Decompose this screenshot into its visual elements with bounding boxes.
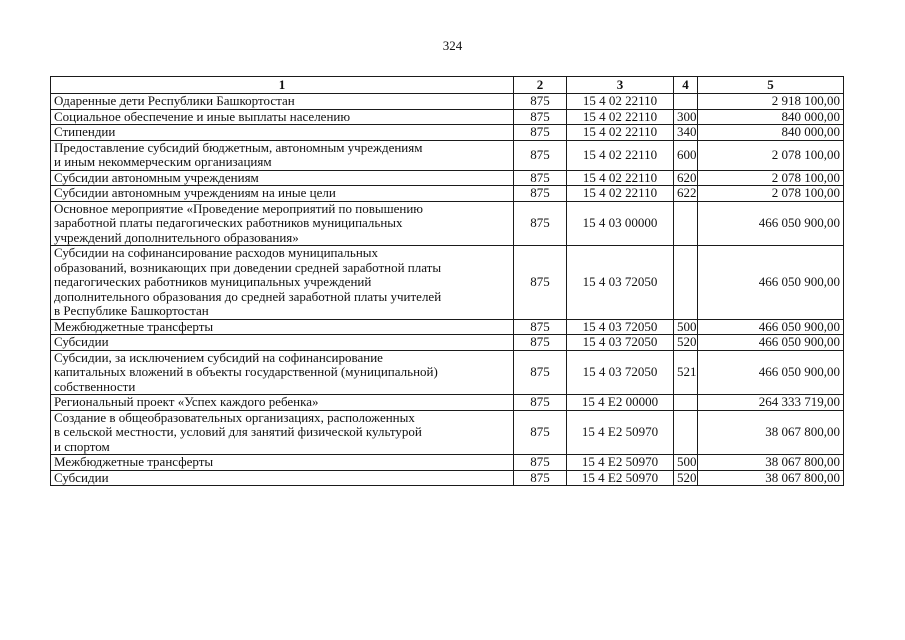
table-row — [51, 455, 844, 471]
row-name: Стипендии — [51, 125, 514, 141]
row-code-2: 875 — [514, 246, 567, 320]
row-amount: 2 918 100,00 — [698, 94, 844, 110]
row-name: Межбюджетные трансферты — [51, 455, 514, 471]
row-code-4: 620 — [674, 170, 698, 186]
row-code-3: 15 4 03 00000 — [567, 201, 674, 246]
row-amount: 840 000,00 — [698, 125, 844, 141]
row-code-4: 520 — [674, 335, 698, 351]
row-name: Региональный проект «Успех каждого ребенка» — [51, 395, 514, 411]
table-row — [51, 319, 844, 335]
row-code-3: 15 4 02 22110 — [567, 140, 674, 170]
table-row — [51, 201, 844, 246]
row-code-4: 500 — [674, 319, 698, 335]
row-amount: 466 050 900,00 — [698, 201, 844, 246]
row-code-2: 875 — [514, 395, 567, 411]
table-row — [51, 470, 844, 486]
row-amount: 466 050 900,00 — [698, 246, 844, 320]
table-row — [51, 335, 844, 351]
row-code-3: 15 4 E2 00000 — [567, 395, 674, 411]
row-code-2: 875 — [514, 140, 567, 170]
row-amount: 38 067 800,00 — [698, 455, 844, 471]
row-code-3: 15 4 E2 50970 — [567, 410, 674, 455]
row-amount: 2 078 100,00 — [698, 186, 844, 202]
row-code-4 — [674, 201, 698, 246]
row-name: Основное мероприятие «Проведение мероприятий по повышению заработной платы педагогических работников муниципальных учреждений дополнительного образования» — [51, 201, 514, 246]
table-header-row — [51, 77, 844, 94]
row-code-2: 875 — [514, 335, 567, 351]
budget-table — [50, 76, 844, 486]
row-code-4: 340 — [674, 125, 698, 141]
row-amount: 38 067 800,00 — [698, 470, 844, 486]
table-row — [51, 395, 844, 411]
row-code-2: 875 — [514, 470, 567, 486]
page-number: 324 — [442, 38, 463, 53]
row-code-4: 300 — [674, 109, 698, 125]
row-name: Субсидии — [51, 335, 514, 351]
row-name: Межбюджетные трансферты — [51, 319, 514, 335]
row-name: Субсидии на софинансирование расходов муниципальных образований, возникающих при доведении средней заработной платы педагогических работников муниципальных учреждений дополнительного образования до средней заработной платы учителей в Республике Башкортостан — [51, 246, 514, 320]
column-header-1: 1 — [51, 77, 514, 94]
table-row — [51, 109, 844, 125]
table-row — [51, 125, 844, 141]
row-amount: 2 078 100,00 — [698, 170, 844, 186]
row-code-3: 15 4 02 22110 — [567, 109, 674, 125]
row-name: Одаренные дети Республики Башкортостан — [51, 94, 514, 110]
row-code-2: 875 — [514, 94, 567, 110]
row-code-4: 600 — [674, 140, 698, 170]
row-code-2: 875 — [514, 319, 567, 335]
row-amount: 2 078 100,00 — [698, 140, 844, 170]
table-row — [51, 140, 844, 170]
row-code-3: 15 4 03 72050 — [567, 335, 674, 351]
column-header-5: 5 — [698, 77, 844, 94]
row-code-4 — [674, 410, 698, 455]
row-name: Субсидии автономным учреждениям — [51, 170, 514, 186]
row-code-3: 15 4 E2 50970 — [567, 470, 674, 486]
row-code-2: 875 — [514, 410, 567, 455]
table-row — [51, 246, 844, 320]
row-name: Социальное обеспечение и иные выплаты населению — [51, 109, 514, 125]
row-code-2: 875 — [514, 455, 567, 471]
row-code-3: 15 4 02 22110 — [567, 94, 674, 110]
row-name: Субсидии автономным учреждениям на иные цели — [51, 186, 514, 202]
row-name: Создание в общеобразовательных организациях, расположенных в сельской местности, условий для занятий физической культурой и спортом — [51, 410, 514, 455]
row-code-4: 521 — [674, 350, 698, 395]
row-code-3: 15 4 02 22110 — [567, 186, 674, 202]
row-code-2: 875 — [514, 186, 567, 202]
table-row — [51, 186, 844, 202]
row-code-4: 500 — [674, 455, 698, 471]
column-header-3: 3 — [567, 77, 674, 94]
row-amount: 38 067 800,00 — [698, 410, 844, 455]
row-code-4: 622 — [674, 186, 698, 202]
table-row — [51, 410, 844, 455]
row-amount: 466 050 900,00 — [698, 350, 844, 395]
row-code-2: 875 — [514, 170, 567, 186]
row-code-2: 875 — [514, 109, 567, 125]
row-amount: 840 000,00 — [698, 109, 844, 125]
row-code-4 — [674, 246, 698, 320]
row-code-2: 875 — [514, 125, 567, 141]
row-name: Предоставление субсидий бюджетным, автономным учреждениям и иным некоммерческим организациям — [51, 140, 514, 170]
table-row — [51, 350, 844, 395]
column-header-4: 4 — [674, 77, 698, 94]
row-amount: 466 050 900,00 — [698, 319, 844, 335]
row-code-3: 15 4 02 22110 — [567, 170, 674, 186]
row-code-3: 15 4 E2 50970 — [567, 455, 674, 471]
table-body — [51, 94, 844, 486]
row-amount: 264 333 719,00 — [698, 395, 844, 411]
row-code-3: 15 4 02 22110 — [567, 125, 674, 141]
row-code-3: 15 4 03 72050 — [567, 350, 674, 395]
row-name: Субсидии — [51, 470, 514, 486]
row-name: Субсидии, за исключением субсидий на софинансирование капитальных вложений в объекты государственной (муниципальной) собственности — [51, 350, 514, 395]
row-code-2: 875 — [514, 350, 567, 395]
row-code-3: 15 4 03 72050 — [567, 246, 674, 320]
row-code-4: 520 — [674, 470, 698, 486]
row-code-3: 15 4 03 72050 — [567, 319, 674, 335]
row-code-4 — [674, 395, 698, 411]
row-code-4 — [674, 94, 698, 110]
row-amount: 466 050 900,00 — [698, 335, 844, 351]
table-row — [51, 94, 844, 110]
row-code-2: 875 — [514, 201, 567, 246]
table-row — [51, 170, 844, 186]
column-header-2: 2 — [514, 77, 567, 94]
